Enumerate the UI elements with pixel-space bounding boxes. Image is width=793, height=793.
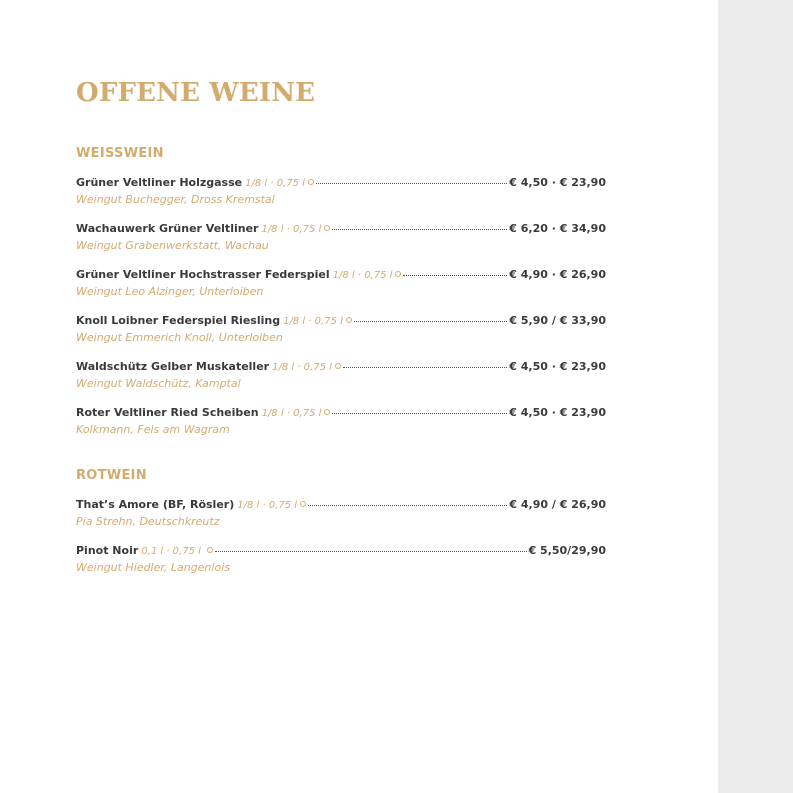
wine-item (76, 221, 606, 254)
circle-icon (335, 363, 341, 369)
wine-name: Wachauwerk Grüner Veltliner (76, 222, 259, 235)
dot-leader (332, 229, 507, 230)
wine-producer: Weingut Leo Alzinger, Unterloiben (76, 285, 264, 298)
dot-leader (403, 275, 507, 276)
circle-icon (207, 547, 213, 553)
wine-size: 1/8 l · 0,75 l (261, 408, 322, 419)
wine-name: Grüner Veltliner Holzgasse (76, 176, 243, 189)
section-heading-weisswein: WEISSWEIN (76, 146, 164, 161)
wine-item (76, 497, 606, 530)
wine-name: Pinot Noir (76, 544, 139, 557)
wine-item (76, 175, 606, 208)
wine-size: 1/8 l · 0,75 l (245, 178, 305, 189)
wine-price: € 4,90 / € 26,90 (509, 498, 606, 511)
wine-producer: Weingut Emmerich Knoll, Unterloiben (76, 331, 283, 344)
section-heading-rotwein: ROTWEIN (76, 468, 147, 483)
wine-producer: Weingut Buchegger, Dross Kremstal (76, 193, 275, 206)
circle-icon (300, 501, 306, 507)
circle-icon (346, 317, 352, 323)
wine-price: € 4,50 · € 23,90 (509, 176, 606, 189)
dot-leader (332, 413, 507, 414)
wine-size: 1/8 l · 0,75 l (272, 362, 332, 373)
wine-name: That’s Amore (BF, Rösler) (76, 498, 235, 511)
wine-name: Grüner Veltliner Hochstrasser Federspiel (76, 268, 330, 281)
wine-price: € 4,50 · € 23,90 (509, 360, 606, 373)
circle-icon (324, 409, 330, 415)
wine-item (76, 359, 606, 392)
right-margin-panel (718, 0, 793, 793)
wine-producer: Kolkmann, Fels am Wagram (76, 423, 230, 436)
wine-producer: Weingut Waldschütz, Kamptal (76, 377, 241, 390)
circle-icon (308, 179, 314, 185)
circle-icon (395, 271, 401, 277)
wine-price: € 5,90 / € 33,90 (509, 314, 606, 327)
dot-leader (316, 183, 507, 184)
wine-size: 1/8 l · 0,75 l (237, 500, 298, 511)
wine-size: 1/8 l · 0,75 l (283, 316, 343, 327)
wine-price: € 4,50 · € 23,90 (509, 406, 606, 419)
dot-leader (308, 505, 507, 506)
wine-size: 1/8 l · 0,75 l (261, 224, 322, 235)
dot-leader (354, 321, 508, 322)
wine-size: 1/8 l · 0,75 l (332, 270, 393, 281)
wine-item (76, 405, 606, 438)
wine-item (76, 543, 606, 576)
dot-leader (343, 367, 507, 368)
wine-item (76, 267, 606, 300)
page-title: OFFENE WEINE (76, 78, 316, 108)
wine-price: € 6,20 · € 34,90 (509, 222, 606, 235)
wine-name: Knoll Loibner Federspiel Riesling (76, 314, 281, 327)
wine-producer: Pia Strehn, Deutschkreutz (76, 515, 220, 528)
dot-leader (215, 551, 527, 552)
wine-price: € 4,90 · € 26,90 (509, 268, 606, 281)
circle-icon (324, 225, 330, 231)
wine-item (76, 313, 606, 346)
wine-name: Roter Veltliner Ried Scheiben (76, 406, 259, 419)
wine-producer: Weingut Grabenwerkstatt, Wachau (76, 239, 269, 252)
wine-producer: Weingut Hiedler, Langenlois (76, 561, 230, 574)
wine-size: 0,1 l · 0,75 l (141, 546, 201, 557)
wine-price: € 5,50/29,90 (528, 544, 606, 557)
wine-name: Waldschütz Gelber Muskateller (76, 360, 270, 373)
